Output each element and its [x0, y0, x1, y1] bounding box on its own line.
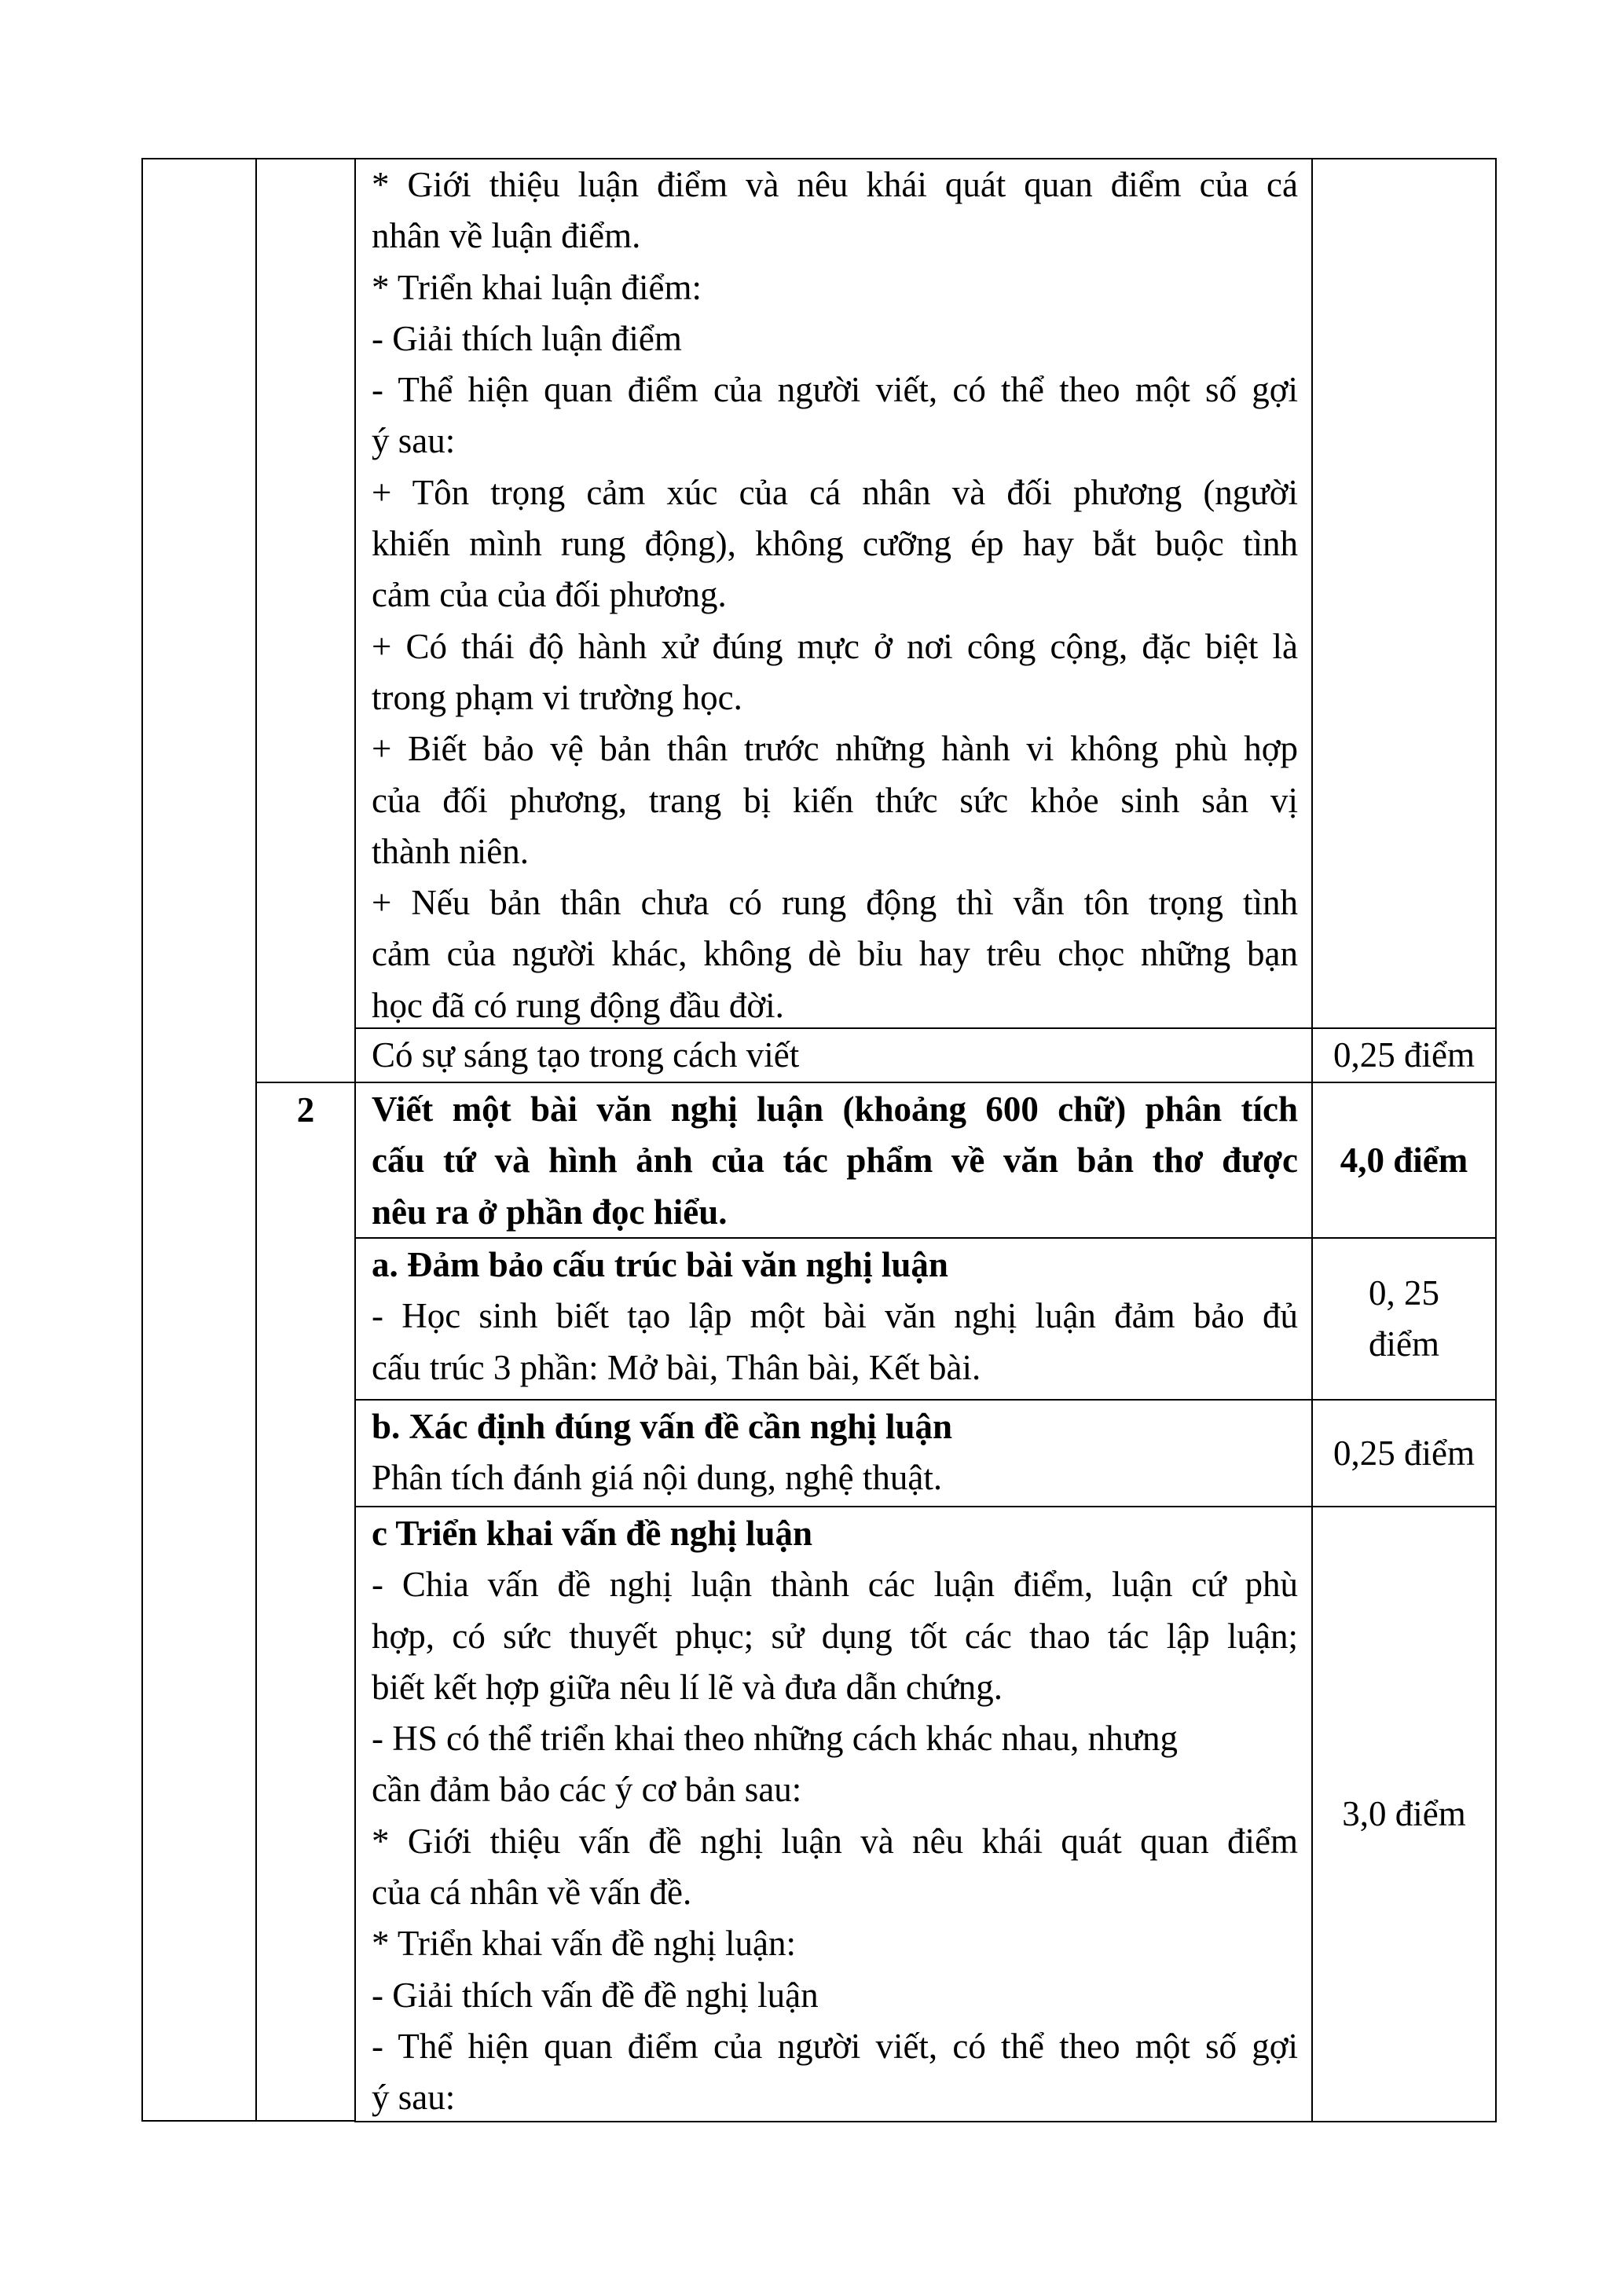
text-line: học đã có rung động đầu đời.	[372, 985, 784, 1025]
content-cell	[354, 1027, 1313, 1083]
text-line: + Tôn trọng cảm xúc của cá nhân và đối phương (người	[372, 472, 1298, 512]
text-line: * Triển khai luận điểm:	[372, 267, 702, 307]
text-line: cấu tứ và hình ảnh của tác phẩm về văn bản thơ được	[372, 1141, 1298, 1181]
text-line: cảm của người khác, không dè bỉu hay trêu chọc những bạn	[372, 934, 1298, 974]
text-line: - Giải thích luận điểm	[372, 318, 682, 358]
text-line: a. Đảm bảo cấu trúc bài văn nghị luận	[372, 1245, 948, 1284]
text-line: * Giới thiệu vấn đề nghị luận và nêu khái quát quan điểm	[372, 1821, 1298, 1861]
question-number-cell	[255, 1082, 356, 2122]
content-cell	[354, 1506, 1313, 2122]
score-cell	[1311, 1027, 1497, 1083]
score-cell	[1311, 1082, 1497, 1239]
score-value: 0,25 điểm	[1333, 1035, 1475, 1075]
score-cell	[1311, 1399, 1497, 1507]
text-line: hợp, có sức thuyết phục; sử dụng tốt các thao tác lập luận;	[372, 1616, 1298, 1656]
score-value: điểm	[1369, 1324, 1439, 1364]
score-value: 0,25 điểm	[1333, 1433, 1475, 1473]
score-value: 3,0 điểm	[1342, 1794, 1466, 1833]
text-line: trong phạm vi trường học.	[372, 677, 742, 717]
text-line: nhân về luận điểm.	[372, 216, 641, 256]
text-line: Có sự sáng tạo trong cách viết	[372, 1035, 800, 1075]
question-number: 2	[296, 1090, 315, 1130]
text-line: khiến mình rung động), không cưỡng ép hay bắt buộc tình	[372, 524, 1298, 564]
content-cell	[354, 1399, 1313, 1507]
score-cell	[1311, 1237, 1497, 1401]
score-cell	[1311, 158, 1497, 1029]
section-column-cell	[141, 158, 257, 2122]
text-line: b. Xác định đúng vấn đề cần nghị luận	[372, 1407, 953, 1446]
text-line: của đối phương, trang bị kiến thức sức khỏe sinh sản vị	[372, 780, 1298, 820]
content-cell	[354, 1082, 1313, 1239]
text-line: + Biết bảo vệ bản thân trước những hành vi không phù hợp	[372, 729, 1298, 769]
text-line: - Thể hiện quan điểm của người viết, có thể theo một số gợi	[372, 370, 1298, 410]
text-line: biết kết hợp giữa nêu lí lẽ và đưa dẫn chứng.	[372, 1667, 1003, 1707]
text-line: cần đảm bảo các ý cơ bản sau:	[372, 1770, 802, 1810]
text-line: - HS có thể triển khai theo những cách khác nhau, nhưng	[372, 1719, 1178, 1759]
text-line: ý sau:	[372, 2078, 456, 2118]
text-line: cấu trúc 3 phần: Mở bài, Thân bài, Kết bài.	[372, 1347, 981, 1387]
text-line: Viết một bài văn nghị luận (khoảng 600 chữ) phân tích	[372, 1089, 1298, 1129]
text-line: - Học sinh biết tạo lập một bài văn nghị luận đảm bảo đủ	[372, 1296, 1298, 1336]
text-line: cảm của của đối phương.	[372, 575, 727, 615]
question-number-cell-empty	[255, 158, 356, 1083]
content-cell	[354, 158, 1313, 1029]
score-cell	[1311, 1506, 1497, 2122]
text-line: * Triển khai vấn đề nghị luận:	[372, 1924, 796, 1964]
text-line: c Triển khai vấn đề nghị luận	[372, 1514, 813, 1553]
content-cell	[354, 1237, 1313, 1401]
text-line: + Có thái độ hành xử đúng mực ở nơi công cộng, đặc biệt là	[372, 626, 1298, 666]
text-line: - Giải thích vấn đề đề nghị luận	[372, 1975, 819, 2015]
text-line: thành niên.	[372, 831, 529, 871]
score-value: 4,0 điểm	[1340, 1140, 1468, 1180]
score-value: 0, 25	[1369, 1273, 1439, 1313]
text-line: - Thể hiện quan điểm của người viết, có thể theo một số gợi	[372, 2026, 1298, 2066]
text-line: của cá nhân về vấn đề.	[372, 1873, 692, 1913]
text-line: Phân tích đánh giá nội dung, nghệ thuật.	[372, 1458, 943, 1498]
text-line: - Chia vấn đề nghị luận thành các luận điểm, luận cứ phù	[372, 1565, 1298, 1605]
text-line: nêu ra ở phần đọc hiểu.	[372, 1192, 728, 1232]
text-line: ý sau:	[372, 421, 456, 461]
text-line: * Giới thiệu luận điểm và nêu khái quát quan điểm của cá	[372, 165, 1298, 204]
text-line: + Nếu bản thân chưa có rung động thì vẫn tôn trọng tình	[372, 883, 1298, 923]
